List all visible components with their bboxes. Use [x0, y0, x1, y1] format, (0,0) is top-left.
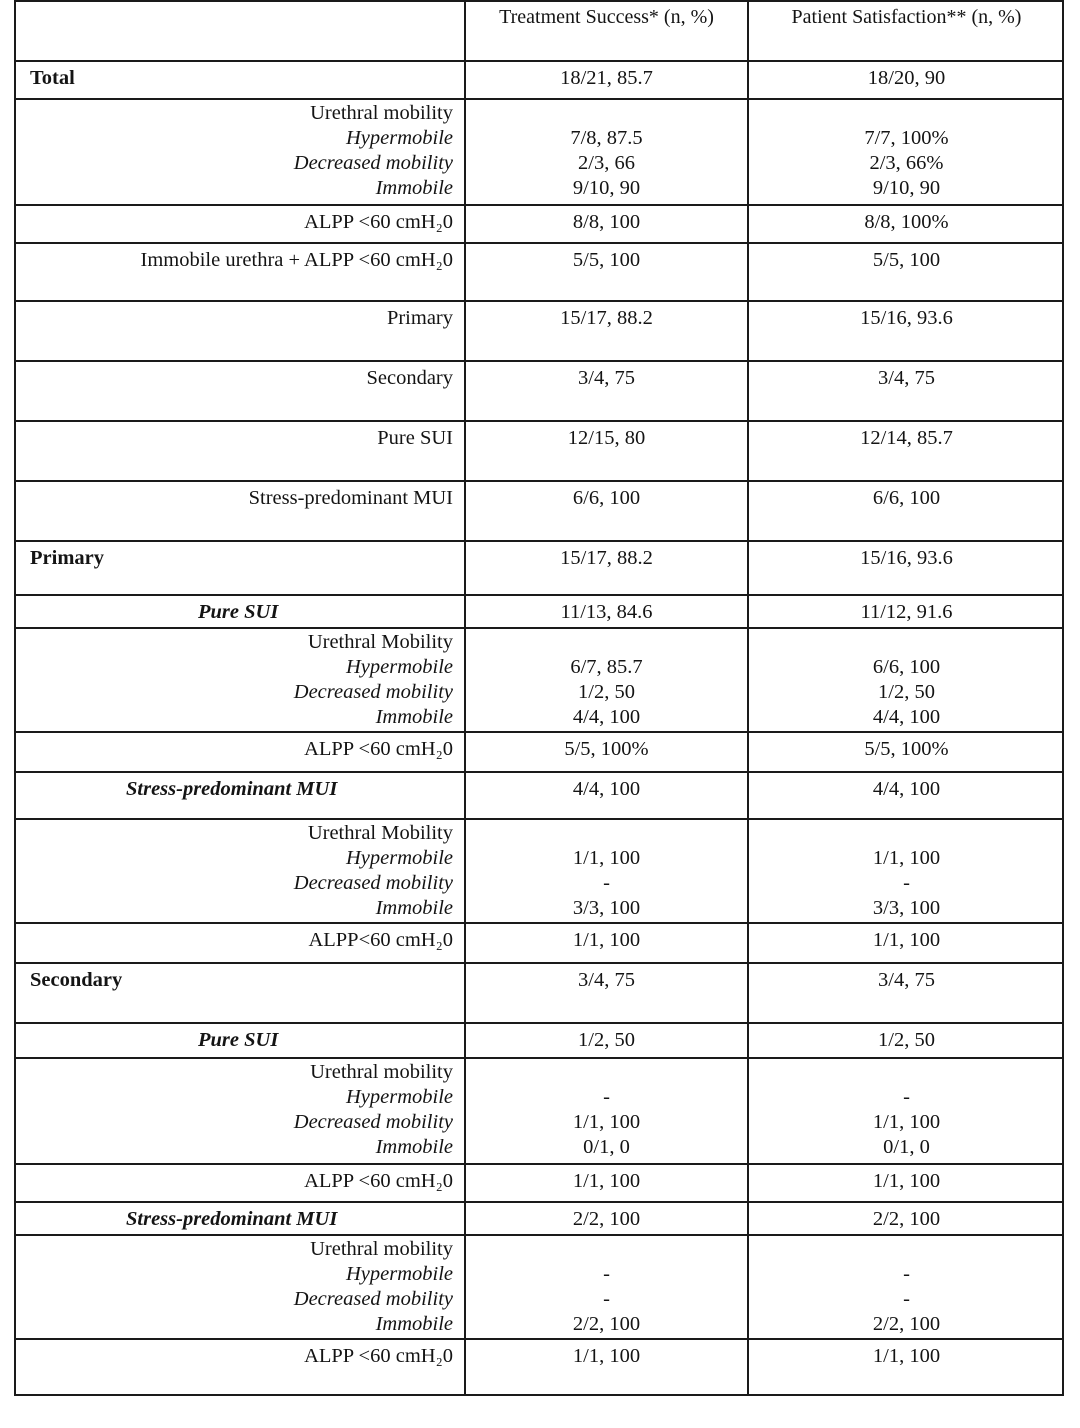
patient-satisfaction-value: -: [903, 1263, 910, 1285]
table-row: [16, 627, 1062, 733]
patient-satisfaction-cell: [749, 629, 1064, 733]
treatment-success-cell: [466, 1024, 747, 1059]
treatment-success-value: 7/8, 87.5: [570, 127, 643, 149]
header-blank-cell: [16, 2, 464, 60]
treatment-success-cell: [466, 244, 747, 302]
patient-satisfaction-value: 1/1, 100: [872, 1170, 941, 1192]
treatment-success-value: 6/6, 100: [572, 487, 641, 509]
patient-satisfaction-value: [749, 1060, 1064, 1085]
row-label-cell: [16, 62, 478, 100]
patient-satisfaction-cell: [749, 422, 1064, 482]
patient-satisfaction-value: [749, 101, 1064, 126]
table-row: [16, 204, 1062, 244]
table-row: [16, 594, 1062, 629]
treatment-success-value: 1/1, 100: [572, 1170, 641, 1192]
patient-satisfaction-value: 8/8, 100%: [864, 211, 949, 233]
header-patient-satisfaction: Patient Satisfaction** (n, %): [791, 6, 1022, 28]
treatment-success-value: 3/3, 100: [572, 897, 641, 919]
row-label: Secondary: [366, 367, 453, 389]
treatment-success-value: -: [603, 1086, 610, 1108]
row-label: Urethral Mobility: [307, 822, 453, 844]
mobility-sublabel: Decreased mobility: [293, 872, 453, 894]
treatment-success-value: -: [603, 872, 610, 894]
patient-satisfaction-cell: [749, 733, 1064, 773]
patient-satisfaction-value: 11/12, 91.6: [860, 601, 953, 623]
treatment-success-cell: [466, 924, 747, 964]
mobility-sublabel: Hypermobile: [345, 1086, 453, 1108]
table-row: [16, 540, 1062, 596]
row-label: ALPP <60 cmH₂0: [304, 1345, 453, 1367]
row-label-cell: [16, 1340, 464, 1398]
row-label: Primary: [386, 307, 453, 329]
row-label: Stress-predominant MUI: [126, 778, 338, 800]
row-label-cell: [16, 820, 464, 924]
row-label: Urethral mobility: [310, 1061, 453, 1083]
treatment-success-cell: [466, 1340, 747, 1398]
treatment-success-value: 6/7, 85.7: [570, 656, 643, 678]
table-row: [16, 360, 1062, 422]
patient-satisfaction-cell: [749, 482, 1064, 542]
patient-satisfaction-value: 0/1, 0: [883, 1136, 930, 1158]
treatment-success-cell: [466, 1236, 747, 1340]
row-label: ALPP <60 cmH₂0: [304, 1170, 453, 1192]
patient-satisfaction-cell: [749, 1165, 1064, 1203]
treatment-success-value: 15/17, 88.2: [560, 307, 653, 329]
treatment-success-value: 4/4, 100: [572, 706, 641, 728]
table-row: [16, 771, 1062, 820]
row-label: Total: [30, 67, 75, 89]
treatment-success-value: 2/2, 100: [572, 1313, 641, 1335]
mobility-sublabel: Hypermobile: [345, 656, 453, 678]
row-label: Immobile urethra + ALPP <60 cmH₂0: [140, 249, 453, 271]
treatment-success-value: [466, 630, 747, 655]
patient-satisfaction-value: 5/5, 100%: [864, 738, 949, 760]
treatment-success-value: -: [603, 1288, 610, 1310]
row-label-cell: [16, 542, 478, 596]
patient-satisfaction-value: 15/16, 93.6: [860, 547, 953, 569]
patient-satisfaction-value: 4/4, 100: [872, 778, 941, 800]
treatment-success-value: 4/4, 100: [572, 778, 641, 800]
header-row: [16, 2, 1062, 60]
row-label-cell: [16, 1236, 464, 1340]
treatment-success-cell: [466, 1165, 747, 1203]
patient-satisfaction-value: 2/2, 100: [872, 1208, 941, 1230]
patient-satisfaction-value: [749, 1237, 1064, 1262]
row-label: Urethral Mobility: [307, 631, 453, 653]
patient-satisfaction-cell: [749, 1340, 1064, 1398]
row-label: ALPP <60 cmH₂0: [304, 211, 453, 233]
treatment-success-value: [466, 1060, 747, 1085]
results-table: [14, 0, 1064, 1396]
patient-satisfaction-cell: [749, 773, 1064, 820]
patient-satisfaction-value: 6/6, 100: [872, 487, 941, 509]
table-row: [16, 922, 1062, 964]
patient-satisfaction-cell: [749, 244, 1064, 302]
patient-satisfaction-value: 1/2, 50: [878, 681, 935, 703]
treatment-success-value: 18/21, 85.7: [560, 67, 653, 89]
treatment-success-value: -: [603, 1263, 610, 1285]
patient-satisfaction-cell: [749, 362, 1064, 422]
mobility-sublabel: Hypermobile: [345, 847, 453, 869]
patient-satisfaction-cell: [749, 820, 1064, 924]
row-label-cell: [16, 302, 464, 362]
table-row: [16, 1234, 1062, 1340]
row-label-cell: [16, 244, 464, 302]
treatment-success-value: 8/8, 100: [572, 211, 641, 233]
row-label-cell: [16, 362, 464, 422]
patient-satisfaction-value: 3/3, 100: [872, 897, 941, 919]
treatment-success-cell: [466, 964, 747, 1024]
mobility-sublabel: Decreased mobility: [293, 1111, 453, 1133]
patient-satisfaction-value: 1/1, 100: [872, 847, 941, 869]
table-row: [16, 1057, 1062, 1165]
treatment-success-cell: [466, 206, 747, 244]
treatment-success-value: 1/1, 100: [572, 1345, 641, 1367]
treatment-success-value: [466, 1237, 747, 1262]
patient-satisfaction-cell: [749, 924, 1064, 964]
treatment-success-cell: [466, 362, 747, 422]
row-label-cell: [16, 964, 478, 1024]
row-label-cell: [16, 100, 464, 206]
table-row: [16, 60, 1062, 100]
row-label-cell: [16, 482, 464, 542]
treatment-success-value: 15/17, 88.2: [560, 547, 653, 569]
patient-satisfaction-cell: [749, 1203, 1064, 1236]
treatment-success-cell: [466, 820, 747, 924]
patient-satisfaction-value: -: [903, 1086, 910, 1108]
row-label: Primary: [30, 547, 104, 569]
treatment-success-value: [466, 101, 747, 126]
treatment-success-cell: [466, 1059, 747, 1165]
treatment-success-cell: [466, 482, 747, 542]
patient-satisfaction-cell: [749, 206, 1064, 244]
mobility-sublabel: Decreased mobility: [293, 1288, 453, 1310]
table-row: [16, 480, 1062, 542]
patient-satisfaction-cell: [749, 964, 1064, 1024]
mobility-sublabel: Hypermobile: [345, 127, 453, 149]
row-label: Pure SUI: [198, 601, 279, 623]
row-label: Pure SUI: [198, 1029, 279, 1051]
mobility-sublabel: Immobile: [375, 1313, 453, 1335]
row-label-cell: [16, 733, 464, 773]
mobility-sublabel: Immobile: [375, 897, 453, 919]
row-label-cell: [16, 1059, 464, 1165]
mobility-sublabel: Immobile: [375, 706, 453, 728]
patient-satisfaction-cell: [749, 596, 1064, 629]
patient-satisfaction-cell: [749, 62, 1064, 100]
treatment-success-value: 9/10, 90: [572, 177, 641, 199]
treatment-success-value: 12/15, 80: [567, 427, 646, 449]
patient-satisfaction-value: 1/1, 100: [872, 1111, 941, 1133]
treatment-success-value: 11/13, 84.6: [560, 601, 653, 623]
patient-satisfaction-value: [749, 630, 1064, 655]
table-row: [16, 818, 1062, 924]
treatment-success-cell: [466, 542, 747, 596]
patient-satisfaction-value: 18/20, 90: [867, 67, 946, 89]
table-row: [16, 1338, 1062, 1398]
row-label: Stress-predominant MUI: [126, 1208, 338, 1230]
row-label: Pure SUI: [377, 427, 453, 449]
table-row: [16, 1201, 1062, 1236]
treatment-success-value: 0/1, 0: [583, 1136, 630, 1158]
patient-satisfaction-value: -: [903, 872, 910, 894]
patient-satisfaction-value: 2/2, 100: [872, 1313, 941, 1335]
patient-satisfaction-value: 1/1, 100: [872, 1345, 941, 1367]
row-label-cell: [16, 924, 464, 964]
row-label-cell: [16, 1165, 464, 1203]
mobility-sublabel: Decreased mobility: [293, 681, 453, 703]
treatment-success-value: 1/2, 50: [578, 1029, 635, 1051]
treatment-success-cell: [466, 629, 747, 733]
patient-satisfaction-value: 4/4, 100: [872, 706, 941, 728]
patient-satisfaction-value: -: [903, 1288, 910, 1310]
treatment-success-cell: [466, 1203, 747, 1236]
treatment-success-value: [466, 821, 747, 846]
table-row: [16, 962, 1062, 1024]
patient-satisfaction-cell: [749, 1236, 1064, 1340]
patient-satisfaction-value: 3/4, 75: [878, 367, 935, 389]
table-row: [16, 1022, 1062, 1059]
patient-satisfaction-value: 5/5, 100: [872, 249, 941, 271]
patient-satisfaction-value: [749, 821, 1064, 846]
table-row: [16, 242, 1062, 302]
row-label: Urethral mobility: [310, 1238, 453, 1260]
treatment-success-value: 5/5, 100%: [564, 738, 649, 760]
header-treatment-success: Treatment Success* (n, %): [499, 6, 714, 28]
patient-satisfaction-cell: [749, 302, 1064, 362]
row-label: ALPP <60 cmH₂0: [304, 738, 453, 760]
table-row: [16, 1163, 1062, 1203]
treatment-success-value: 1/1, 100: [572, 847, 641, 869]
patient-satisfaction-value: 12/14, 85.7: [860, 427, 953, 449]
row-label: Urethral mobility: [310, 102, 453, 124]
patient-satisfaction-value: 1/2, 50: [878, 1029, 935, 1051]
patient-satisfaction-value: 2/3, 66%: [869, 152, 944, 174]
patient-satisfaction-value: 6/6, 100: [872, 656, 941, 678]
mobility-sublabel: Immobile: [375, 177, 453, 199]
mobility-sublabel: Decreased mobility: [293, 152, 453, 174]
patient-satisfaction-cell: [749, 1024, 1064, 1059]
patient-satisfaction-value: 1/1, 100: [872, 929, 941, 951]
treatment-success-cell: [466, 302, 747, 362]
treatment-success-value: 1/1, 100: [572, 1111, 641, 1133]
row-label-cell: [16, 206, 464, 244]
patient-satisfaction-cell: [749, 542, 1064, 596]
treatment-success-cell: [466, 773, 747, 820]
patient-satisfaction-value: 9/10, 90: [872, 177, 941, 199]
treatment-success-value: 2/3, 66: [578, 152, 635, 174]
row-label-cell: [16, 422, 464, 482]
row-label: Secondary: [30, 969, 123, 991]
row-label-cell: [16, 629, 464, 733]
patient-satisfaction-value: 15/16, 93.6: [860, 307, 953, 329]
patient-satisfaction-value: 7/7, 100%: [864, 127, 949, 149]
table-row: [16, 300, 1062, 362]
treatment-success-value: 5/5, 100: [572, 249, 641, 271]
treatment-success-value: 1/1, 100: [572, 929, 641, 951]
patient-satisfaction-cell: [749, 100, 1064, 206]
treatment-success-cell: [466, 596, 747, 629]
treatment-success-value: 3/4, 75: [578, 969, 635, 991]
treatment-success-cell: [466, 422, 747, 482]
treatment-success-cell: [466, 733, 747, 773]
treatment-success-cell: [466, 100, 747, 206]
patient-satisfaction-cell: [749, 1059, 1064, 1165]
treatment-success-value: 3/4, 75: [578, 367, 635, 389]
treatment-success-value: 2/2, 100: [572, 1208, 641, 1230]
mobility-sublabel: Immobile: [375, 1136, 453, 1158]
treatment-success-cell: [466, 62, 747, 100]
row-label: ALPP<60 cmH₂0: [308, 929, 453, 951]
table-row: [16, 98, 1062, 206]
patient-satisfaction-value: 3/4, 75: [878, 969, 935, 991]
mobility-sublabel: Hypermobile: [345, 1263, 453, 1285]
table-row: [16, 731, 1062, 773]
row-label: Stress-predominant MUI: [248, 487, 453, 509]
table-row: [16, 420, 1062, 482]
treatment-success-value: 1/2, 50: [578, 681, 635, 703]
